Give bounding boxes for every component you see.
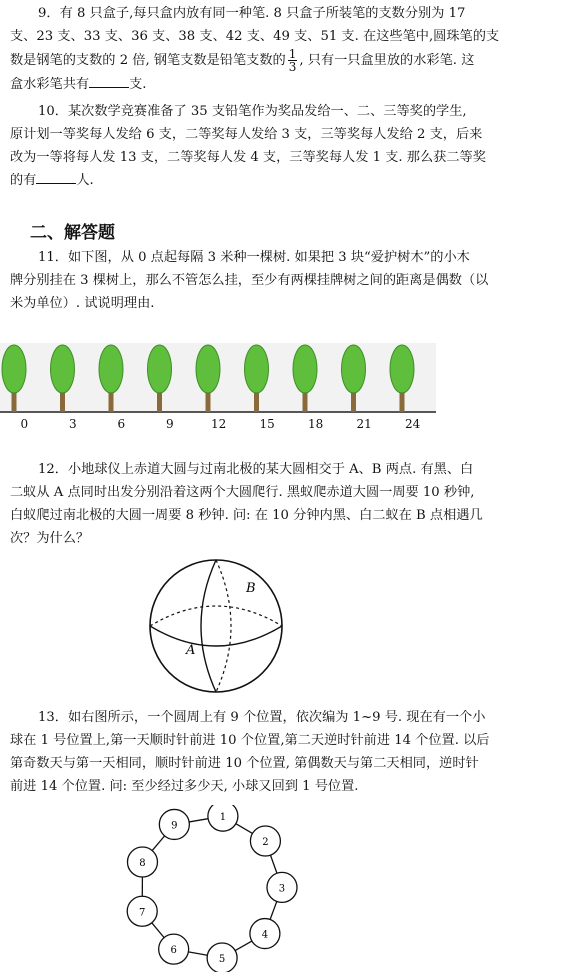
q13-line-3: 第奇数天与第一天相同，顺时针前进 10 个位置, 第偶数天与第二天相同，逆时针 (10, 756, 479, 771)
q12-line-3: 白蚁爬过南北极的大圆一周要 8 秒钟. 问: 在 10 分钟内黑、白二蚁在 B 点相遇几 (10, 508, 483, 523)
q12-line-1: 12．小地球仪上赤道大圆与过南北极的某大圆相交于 A、B 两点. 有黑、白 (38, 462, 474, 477)
q9-line-4-text: 盒水彩笔共有 (10, 77, 90, 92)
tree-canopy (390, 345, 414, 393)
tick-label-24: 24 (405, 417, 421, 431)
tree-canopy (245, 345, 269, 393)
question-13 (10, 706, 558, 798)
tick-label-18: 18 (308, 417, 324, 431)
meridian-front (201, 560, 216, 692)
position-5 (207, 943, 237, 972)
point-a-label: A (186, 643, 196, 658)
position-6 (159, 934, 189, 964)
point-b-label: B (246, 581, 256, 596)
globe-outline (150, 560, 282, 692)
ring-connector (189, 819, 208, 822)
fraction-numerator: 1 (288, 47, 297, 61)
section-title: 二、解答题 (30, 223, 115, 243)
equator-back (150, 606, 282, 626)
q9-line-4-tail: 支. (129, 77, 147, 92)
tick-label-6: 6 (117, 417, 126, 431)
fraction-one-third (288, 48, 298, 73)
q11-line-1: 11．如下图，从 0 点起每隔 3 米种一棵树. 如果把 3 块“爱护树木”的小木 (38, 250, 470, 265)
position-2 (250, 826, 280, 856)
tree-canopy (99, 345, 123, 393)
tree-canopy (293, 345, 317, 393)
tree-canopy (148, 345, 172, 393)
q10-line-4 (10, 169, 558, 192)
q9-line-3-text: 数是钢笔的支数的 2 倍, 钢笔支数是铅笔支数的 (10, 53, 286, 68)
q10-line-2: 原计划一等奖每人发给 6 支，二等奖每人发给 3 支，三等奖每人发给 2 支，后来 (10, 127, 483, 142)
ring-connector (235, 941, 252, 951)
q11-line-3: 米为单位）. 试说明理由. (10, 296, 155, 311)
tree-canopy (196, 345, 220, 393)
position-ring (127, 805, 297, 972)
position-number: 4 (261, 929, 269, 941)
question-10 (10, 100, 558, 192)
tick-label-0: 0 (20, 417, 29, 431)
ring-connector (152, 836, 164, 851)
equator-front (150, 626, 282, 646)
meridian-back (216, 560, 231, 692)
q10-line-1: 10．某次数学竞赛准备了 35 支铅笔作为奖品发给一、二、三等奖的学生, (38, 104, 467, 119)
answer-blank-q9[interactable] (89, 73, 129, 88)
q12-line-4: 次？为什么？ (10, 531, 90, 546)
q9-line-2: 支、23 支、33 支、36 支、38 支、42 支、49 支、51 支. 在这些笔中,圆珠笔的支 (10, 29, 500, 44)
ring-connector (152, 923, 164, 938)
ring-connector (270, 901, 277, 919)
tree-canopy (51, 345, 75, 393)
question-9 (10, 2, 558, 96)
position-3 (267, 872, 297, 902)
position-number: 6 (170, 945, 177, 957)
position-number: 5 (218, 953, 226, 965)
q10-line-3: 改为一等将每人发 13 支，二等奖每人发 4 支，三等奖每人发 1 支. 那么获二等奖 (10, 150, 486, 165)
position-number: 2 (262, 837, 269, 849)
position-7 (127, 896, 157, 926)
q13-line-1: 13．如右图所示，一个圆周上有 9 个位置，依次编为 1~9 号. 现在有一个小 (38, 710, 486, 725)
position-8 (127, 847, 157, 877)
position-number: 9 (171, 820, 178, 832)
tick-label-21: 21 (356, 417, 372, 431)
question-12 (10, 458, 558, 550)
q13-line-2: 球在 1 号位置上,第一天顺时针前进 10 个位置,第二天逆时针前进 14 个位置. 以后 (10, 733, 490, 748)
position-1 (208, 805, 238, 831)
position-4 (250, 919, 280, 949)
tree-canopy (2, 345, 26, 393)
tick-label-12: 12 (211, 417, 227, 431)
position-9 (159, 809, 189, 839)
q9-line-3-tail: , 只有一只盒里放的水彩笔. 这 (299, 53, 475, 68)
tree-group (2, 345, 414, 412)
ring-connector (270, 855, 276, 873)
position-number: 7 (139, 907, 146, 919)
q11-line-2: 牌分别挂在 3 棵树上，那么不管怎么挂，至少有两棵挂牌树之间的距离是偶数（以 (10, 273, 489, 288)
globe-figure (136, 556, 296, 696)
position-number: 1 (219, 812, 227, 824)
q9-line-1: 9．有 8 只盒子,每只盒内放有同一种笔. 8 只盒子所装笔的支数分别为 17 (38, 6, 466, 21)
answer-blank-q10[interactable] (36, 169, 76, 184)
tick-label-15: 15 (259, 417, 275, 431)
position-number: 3 (278, 883, 286, 895)
tick-label-9: 9 (166, 417, 174, 431)
q9-line-3 (10, 48, 558, 73)
q10-line-4-tail: 人. (76, 173, 94, 188)
q13-line-4: 前进 14 个位置. 问: 至少经过多少天, 小球又回到 1 号位置. (10, 779, 359, 794)
tree-canopy (342, 345, 366, 393)
question-11 (10, 246, 558, 315)
ring-connector (188, 952, 207, 955)
q9-line-4 (10, 73, 558, 96)
position-circle-figure (110, 805, 310, 972)
ring-connector (236, 824, 253, 834)
position-number: 8 (139, 858, 146, 870)
fraction-denominator: 3 (288, 60, 297, 74)
q10-line-4-text: 的有 (10, 173, 37, 188)
tick-label-3: 3 (69, 417, 77, 431)
q12-line-2: 二蚁从 A 点同时出发分别沿着这两个大圆爬行. 黑蚁爬赤道大圆一周要 10 秒钟, (10, 485, 475, 500)
